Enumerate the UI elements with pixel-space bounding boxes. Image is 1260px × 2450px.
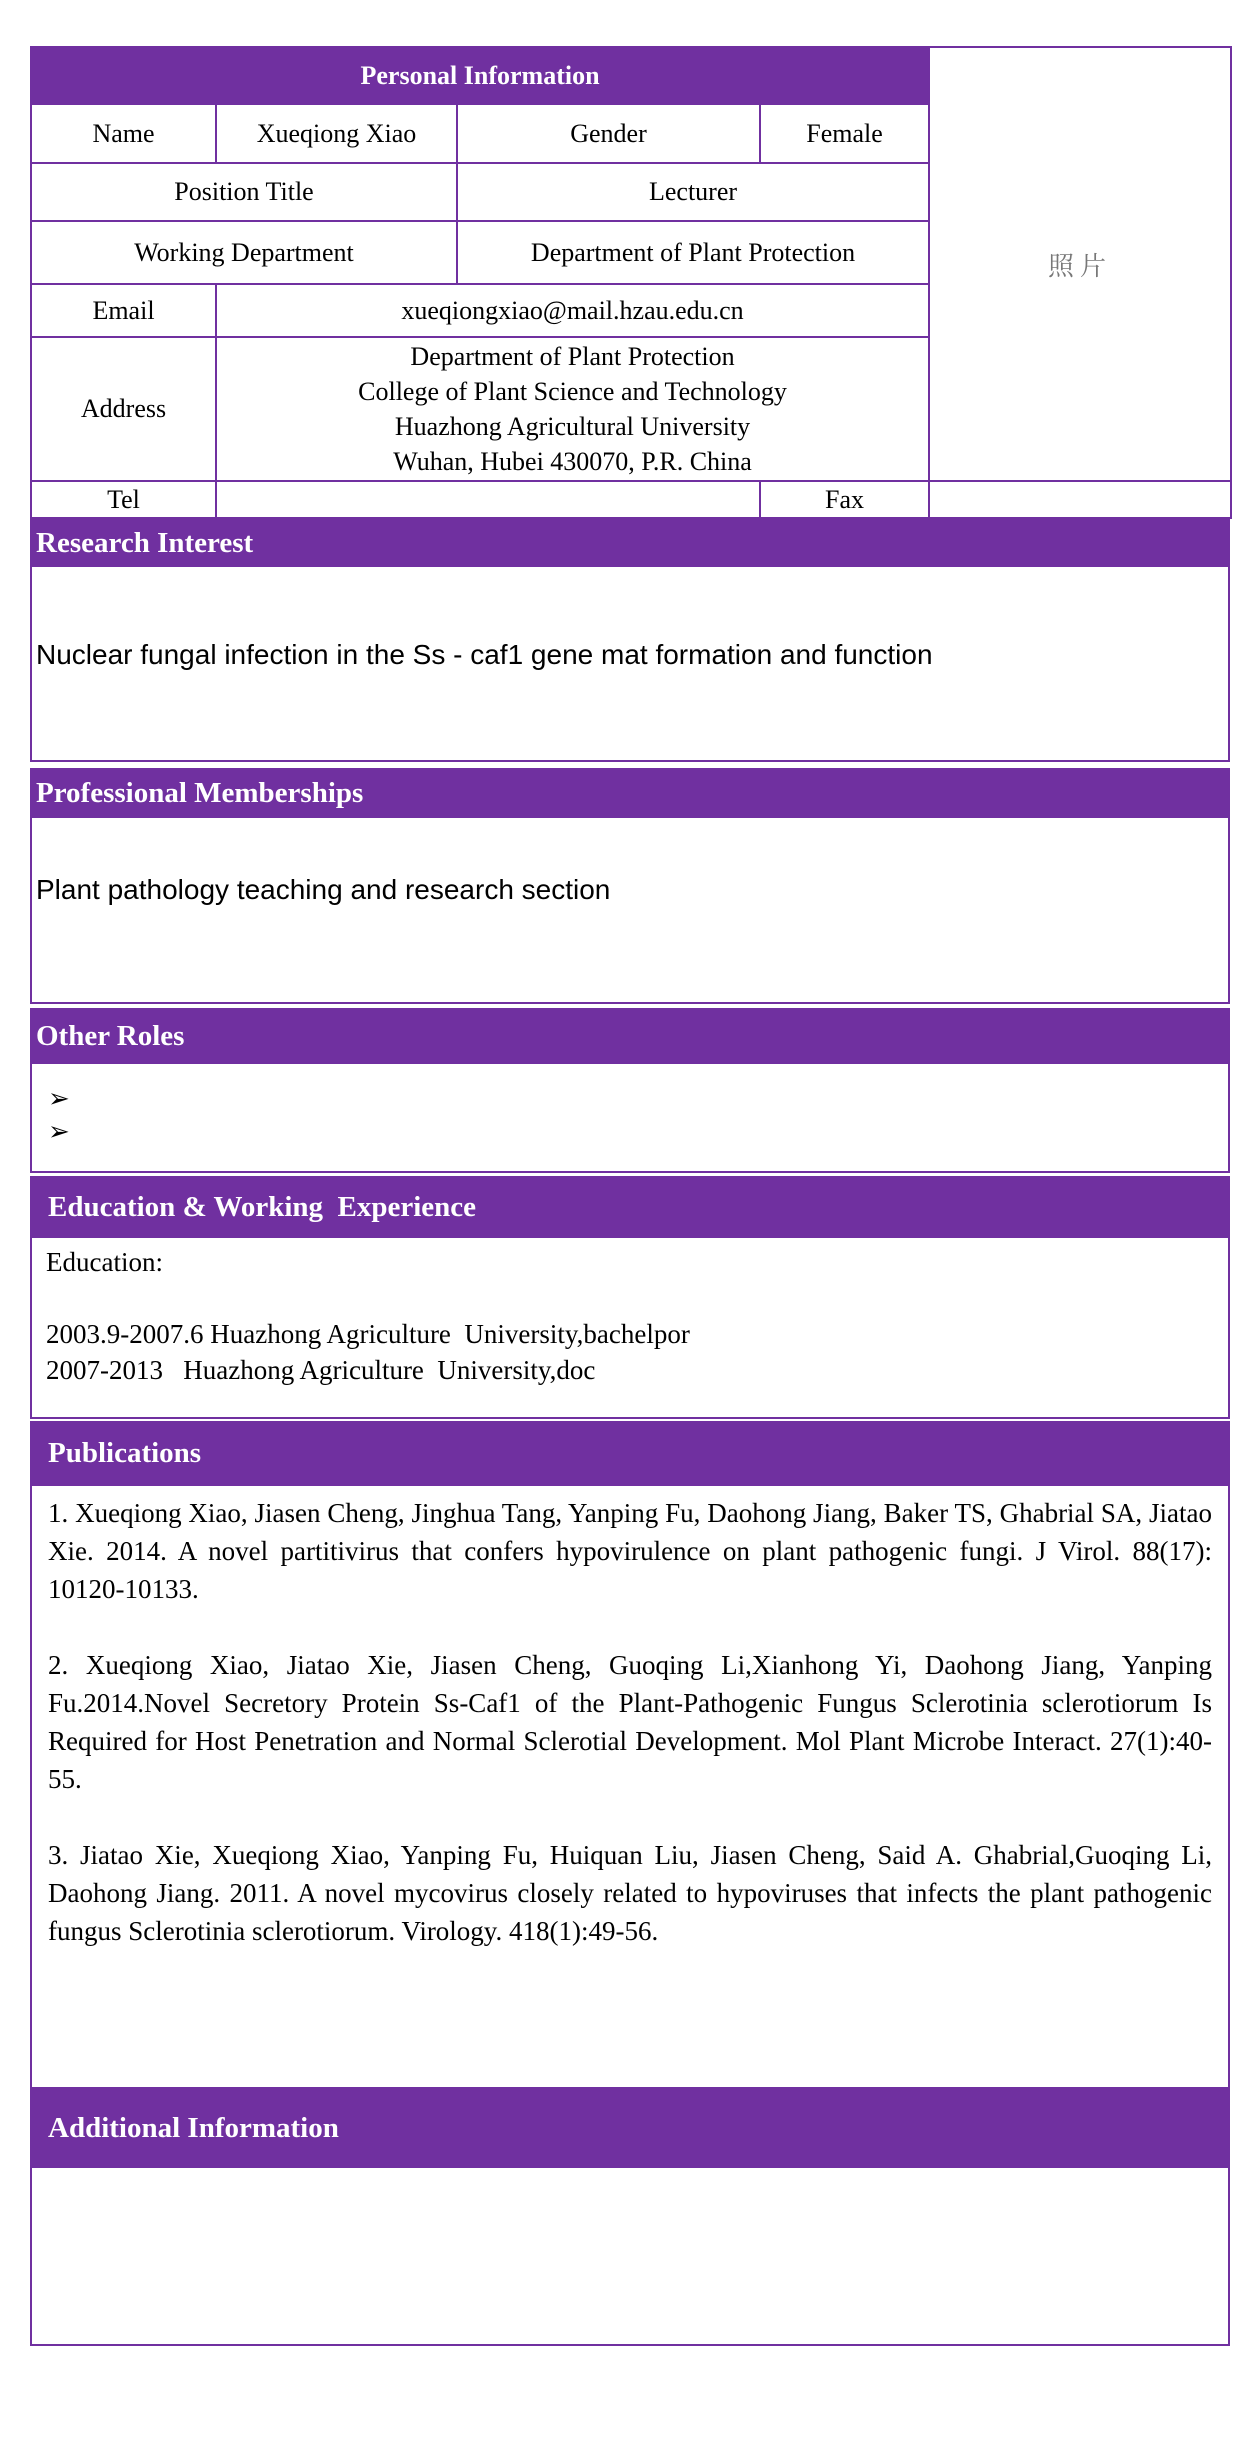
fax-value xyxy=(929,481,1231,518)
education-entry: 2003.9-2007.6 Huazhong Agriculture University,bachelpor xyxy=(46,1319,690,1349)
publication-item: 3. Jiatao Xie, Xueqiong Xiao, Yanping Fu, Huiquan Liu, Jiasen Cheng, Said A. Ghabrial,Guoqing Li, Daohong Jiang. 2011. A novel mycovirus closely related to hypoviruses that infects the plant pathogenic fungus Sclerotinia sclerotiorum. Virology. 418(1):49-56. xyxy=(48,1840,1212,1946)
name-label: Name xyxy=(31,104,216,163)
address-line: Huazhong Agricultural University xyxy=(394,412,751,441)
education-spacer xyxy=(46,1280,1214,1316)
section-header-publications: Publications xyxy=(30,1421,1230,1486)
education-content xyxy=(30,1238,1230,1419)
section-header-other-roles: Other Roles xyxy=(30,1008,1230,1064)
arrow-bullet-icon: ➢ xyxy=(48,1117,70,1146)
section-header-personal-information: Personal Information xyxy=(31,47,929,104)
section-header-professional-memberships: Professional Memberships xyxy=(30,768,1230,818)
other-roles-bullet-item xyxy=(48,1082,1228,1115)
education-heading: Education: xyxy=(46,1247,163,1277)
tel-label: Tel xyxy=(31,481,216,518)
research-interest-text: Nuclear fungal infection in the Ss - caf1 gene mat formation and function xyxy=(36,639,933,670)
personal-info-table xyxy=(30,46,1232,519)
address-value xyxy=(216,337,929,481)
other-roles-content xyxy=(30,1064,1230,1173)
professional-memberships-text: Plant pathology teaching and research section xyxy=(36,874,611,905)
email-label: Email xyxy=(31,284,216,337)
position-title-label: Position Title xyxy=(31,163,457,221)
gender-label: Gender xyxy=(457,104,760,163)
publication-item: 2. Xueqiong Xiao, Jiatao Xie, Jiasen Cheng, Guoqing Li,Xianhong Yi, Daohong Jiang, Yanping Fu.2014.Novel Secretory Protein Ss-Caf1 of the Plant-Pathogenic Fungus Sclerotinia sclerotiorum Is Required for Host Penetration and Normal Sclerotial Development. Mol Plant Microbe Interact. 27(1):40-55. xyxy=(48,1650,1212,1794)
education-entry: 2007-2013 Huazhong Agriculture University,doc xyxy=(46,1355,596,1385)
professional-memberships-content xyxy=(30,818,1230,1004)
address-line: College of Plant Science and Technology xyxy=(358,377,787,406)
email-value: xueqiongxiao@mail.hzau.edu.cn xyxy=(216,284,929,337)
section-header-research-interest: Research Interest xyxy=(30,519,1230,567)
address-line: Wuhan, Hubei 430070, P.R. China xyxy=(393,447,752,476)
publication-item: 1. Xueqiong Xiao, Jiasen Cheng, Jinghua Tang, Yanping Fu, Daohong Jiang, Baker TS, Ghabrial SA, Jiatao Xie. 2014. A novel partitivirus that confers hypovirulence on plant pathogenic fungi. J Virol. 88(17): 10120-10133. xyxy=(48,1498,1212,1604)
address-line: Department of Plant Protection xyxy=(410,342,735,371)
publications-content xyxy=(30,1486,1230,2089)
section-header-education-working-experience: Education & Working Experience xyxy=(30,1176,1230,1238)
gender-value: Female xyxy=(760,104,929,163)
working-department-value: Department of Plant Protection xyxy=(457,221,929,284)
section-header-additional-information: Additional Information xyxy=(30,2089,1230,2168)
arrow-bullet-icon: ➢ xyxy=(48,1084,70,1113)
position-title-value: Lecturer xyxy=(457,163,929,221)
research-interest-content xyxy=(30,567,1230,762)
faculty-profile-document xyxy=(30,46,1230,2346)
tel-value xyxy=(216,481,760,518)
additional-information-content xyxy=(30,2168,1230,2346)
other-roles-bullet-item xyxy=(48,1115,1228,1148)
working-department-label: Working Department xyxy=(31,221,457,284)
photo-placeholder: 照片 xyxy=(929,47,1231,481)
name-value: Xueqiong Xiao xyxy=(216,104,457,163)
address-label: Address xyxy=(31,337,216,481)
fax-label: Fax xyxy=(760,481,929,518)
